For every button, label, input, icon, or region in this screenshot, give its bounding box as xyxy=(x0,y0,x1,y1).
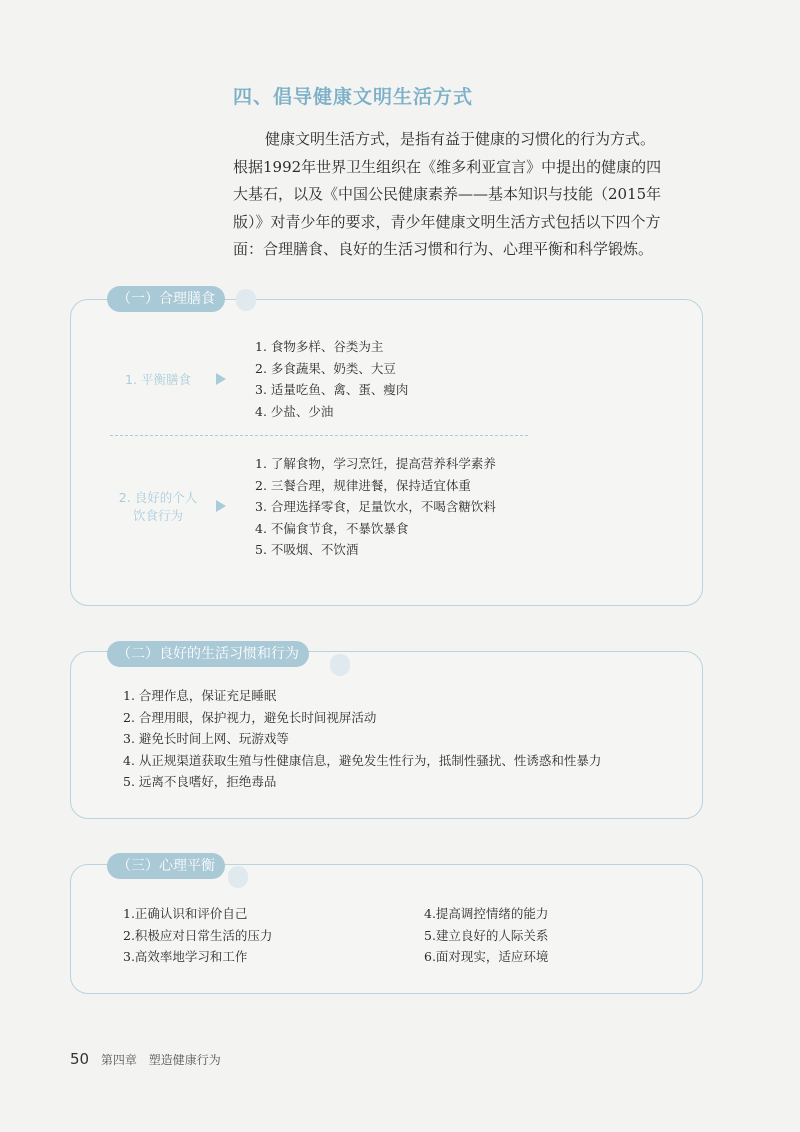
list-item: 2. 多食蔬果、奶类、大豆 xyxy=(255,360,396,376)
page-number: 50 xyxy=(70,1050,90,1068)
mental-balance-left-list xyxy=(123,903,272,968)
list-item: 1. 食物多样、谷类为主 xyxy=(255,339,384,354)
list-item: 2.积极应对日常生活的压力 xyxy=(123,927,273,943)
list-item: 2. 合理用眼，保护视力，避免长时间视屏活动 xyxy=(123,709,377,725)
chapter-title: 塑造健康行为 xyxy=(148,1053,221,1067)
diet-tag: （一）合理膳食 xyxy=(107,286,225,312)
dashed-divider xyxy=(110,435,528,436)
eating-behavior-list xyxy=(255,453,496,561)
list-item: 1. 了解食物，学习烹饪，提高营养科学素养 xyxy=(255,456,496,471)
tag-shadow xyxy=(228,866,248,888)
category-balanced-diet: 1. 平衡膳食 xyxy=(125,372,191,387)
list-item: 3. 适量吃鱼、禽、蛋、瘦肉 xyxy=(255,382,409,398)
category-eating-behavior xyxy=(102,489,214,525)
category-line: 饮食行为 xyxy=(132,508,183,523)
mental-balance-tag: （三）心理平衡 xyxy=(107,853,225,879)
chapter-label: 第四章 xyxy=(100,1053,137,1067)
intro-line: 健康文明生活方式，是指有益于健康的习惯化的行为方式。 xyxy=(265,130,656,148)
intro-paragraph xyxy=(233,126,713,264)
list-item: 3. 合理选择零食，足量饮水，不喝含糖饮料 xyxy=(255,499,496,515)
list-item: 4. 少盐、少油 xyxy=(255,403,334,419)
intro-line: 大基石，以及《中国公民健康素养——基本知识与技能（2015年 xyxy=(233,185,662,203)
list-item: 5.建立良好的人际关系 xyxy=(424,927,549,943)
category-line: 2. 良好的个人 xyxy=(118,490,198,505)
list-item: 4. 不偏食节食，不暴饮暴食 xyxy=(255,520,409,536)
list-item: 4. 从正规渠道获取生殖与性健康信息，避免发生性行为，抵制性骚扰、性诱惑和性暴力 xyxy=(123,752,602,768)
list-item: 6.面对现实，适应环境 xyxy=(424,949,549,965)
tag-shadow xyxy=(330,654,350,676)
mental-balance-right-list xyxy=(424,903,548,968)
arrow-right-icon xyxy=(216,500,226,512)
balanced-diet-list xyxy=(255,336,408,422)
list-item: 2. 三餐合理，规律进餐，保持适宜体重 xyxy=(255,477,471,493)
list-item: 3. 避免长时间上网、玩游戏等 xyxy=(123,731,289,747)
intro-line: 根据1992年世界卫生组织在《维多利亚宣言》中提出的健康的四 xyxy=(233,157,662,176)
habits-list xyxy=(123,685,601,793)
list-item: 5. 远离不良嗜好，拒绝毒品 xyxy=(123,774,277,790)
intro-line: 版）》对青少年的要求，青少年健康文明生活方式包括以下四个方 xyxy=(233,212,661,231)
list-item: 3.高效率地学习和工作 xyxy=(123,949,248,965)
list-item: 1. 合理作息，保证充足睡眠 xyxy=(123,688,277,703)
section-title: 四、倡导健康文明生活方式 xyxy=(233,86,474,108)
habits-tag: （二）良好的生活习惯和行为 xyxy=(107,641,309,667)
list-item: 1.正确认识和评价自己 xyxy=(123,906,248,921)
list-item: 5. 不吸烟、不饮酒 xyxy=(255,542,359,558)
tag-shadow xyxy=(236,289,256,311)
page-footer xyxy=(70,1050,221,1068)
intro-line: 面：合理膳食、良好的生活习惯和行为、心理平衡和科学锻炼。 xyxy=(233,240,654,258)
list-item: 4.提高调控情绪的能力 xyxy=(424,906,549,921)
arrow-right-icon xyxy=(216,373,226,385)
